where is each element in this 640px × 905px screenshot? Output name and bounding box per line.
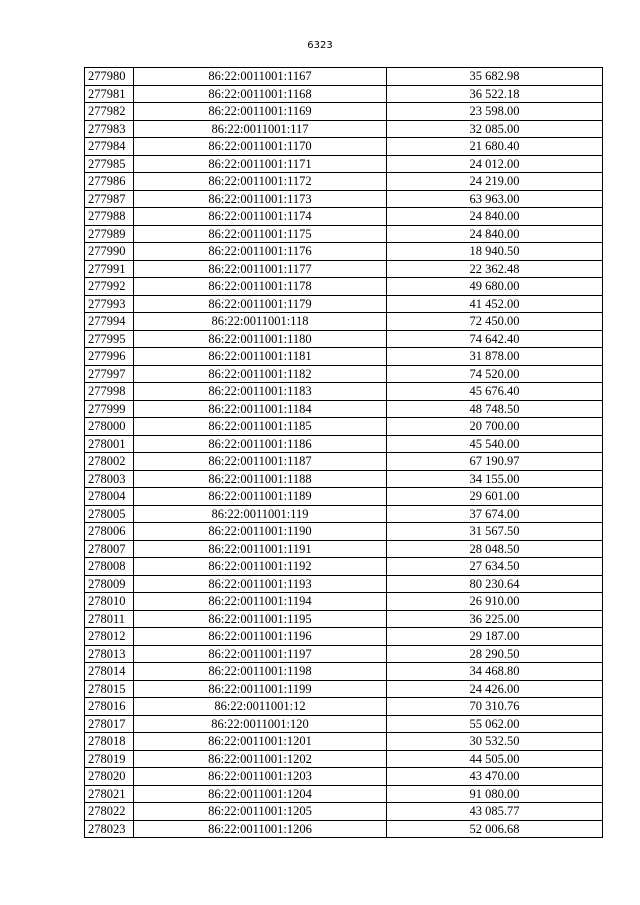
row-number: 278000 — [85, 418, 134, 436]
cadastral-value: 34 468.80 — [387, 663, 603, 681]
row-number: 277999 — [85, 400, 134, 418]
cadastral-number: 86:22:0011001:118 — [134, 313, 387, 331]
cadastral-value: 29 601.00 — [387, 488, 603, 506]
cadastral-value: 31 567.50 — [387, 523, 603, 541]
row-number: 278009 — [85, 575, 134, 593]
cadastral-value: 37 674.00 — [387, 505, 603, 523]
row-number: 277992 — [85, 278, 134, 296]
cadastral-value: 55 062.00 — [387, 715, 603, 733]
table-row — [85, 453, 603, 471]
cadastral-value: 63 963.00 — [387, 190, 603, 208]
cadastral-value: 70 310.76 — [387, 698, 603, 716]
table-row — [85, 505, 603, 523]
row-number: 278020 — [85, 768, 134, 786]
cadastral-number: 86:22:0011001:1189 — [134, 488, 387, 506]
cadastral-number: 86:22:0011001:1175 — [134, 225, 387, 243]
cadastral-number: 86:22:0011001:1178 — [134, 278, 387, 296]
row-number: 278018 — [85, 733, 134, 751]
row-number: 277981 — [85, 85, 134, 103]
row-number: 277996 — [85, 348, 134, 366]
table-row — [85, 715, 603, 733]
cadastral-number: 86:22:0011001:1191 — [134, 540, 387, 558]
row-number: 277990 — [85, 243, 134, 261]
row-number: 277986 — [85, 173, 134, 191]
cadastral-value: 44 505.00 — [387, 750, 603, 768]
row-number: 277985 — [85, 155, 134, 173]
table-row — [85, 278, 603, 296]
cadastral-value: 91 080.00 — [387, 785, 603, 803]
cadastral-number: 86:22:0011001:1196 — [134, 628, 387, 646]
table-row — [85, 663, 603, 681]
row-number: 278019 — [85, 750, 134, 768]
table-row — [85, 313, 603, 331]
cadastral-number: 86:22:0011001:117 — [134, 120, 387, 138]
table-row — [85, 260, 603, 278]
row-number: 278013 — [85, 645, 134, 663]
cadastral-number: 86:22:0011001:1177 — [134, 260, 387, 278]
table-row — [85, 470, 603, 488]
table-row — [85, 645, 603, 663]
cadastral-value: 49 680.00 — [387, 278, 603, 296]
cadastral-number: 86:22:0011001:12 — [134, 698, 387, 716]
cadastral-value: 74 520.00 — [387, 365, 603, 383]
row-number: 278004 — [85, 488, 134, 506]
cadastral-value: 24 426.00 — [387, 680, 603, 698]
row-number: 277987 — [85, 190, 134, 208]
cadastral-value: 28 290.50 — [387, 645, 603, 663]
cadastral-value: 41 452.00 — [387, 295, 603, 313]
cadastral-number: 86:22:0011001:1169 — [134, 103, 387, 121]
cadastral-value: 24 840.00 — [387, 208, 603, 226]
cadastral-number: 86:22:0011001:1182 — [134, 365, 387, 383]
row-number: 277989 — [85, 225, 134, 243]
cadastral-value: 20 700.00 — [387, 418, 603, 436]
table-row — [85, 680, 603, 698]
cadastral-value: 45 676.40 — [387, 383, 603, 401]
table-body — [85, 68, 603, 838]
table-row — [85, 383, 603, 401]
cadastral-value: 31 878.00 — [387, 348, 603, 366]
row-number: 277997 — [85, 365, 134, 383]
row-number: 277983 — [85, 120, 134, 138]
cadastral-number: 86:22:0011001:1179 — [134, 295, 387, 313]
page-number: 6323 — [307, 40, 333, 51]
cadastral-value: 34 155.00 — [387, 470, 603, 488]
cadastral-value: 27 634.50 — [387, 558, 603, 576]
cadastral-value: 43 085.77 — [387, 803, 603, 821]
row-number: 278007 — [85, 540, 134, 558]
cadastral-number: 86:22:0011001:1202 — [134, 750, 387, 768]
cadastral-number: 86:22:0011001:1171 — [134, 155, 387, 173]
cadastral-number: 86:22:0011001:1183 — [134, 383, 387, 401]
cadastral-number: 86:22:0011001:1168 — [134, 85, 387, 103]
row-number: 277993 — [85, 295, 134, 313]
row-number: 278002 — [85, 453, 134, 471]
cadastral-number: 86:22:0011001:1193 — [134, 575, 387, 593]
table-row — [85, 540, 603, 558]
cadastral-value: 18 940.50 — [387, 243, 603, 261]
cadastral-number: 86:22:0011001:120 — [134, 715, 387, 733]
table-row — [85, 243, 603, 261]
cadastral-number: 86:22:0011001:1192 — [134, 558, 387, 576]
table-row — [85, 68, 603, 86]
row-number: 278003 — [85, 470, 134, 488]
row-number: 277984 — [85, 138, 134, 156]
table-row — [85, 85, 603, 103]
cadastral-number: 86:22:0011001:1195 — [134, 610, 387, 628]
row-number: 278006 — [85, 523, 134, 541]
cadastral-value: 24 219.00 — [387, 173, 603, 191]
table-row — [85, 523, 603, 541]
row-number: 277998 — [85, 383, 134, 401]
table-row — [85, 610, 603, 628]
cadastral-number: 86:22:0011001:1190 — [134, 523, 387, 541]
table-row — [85, 575, 603, 593]
table-row — [85, 103, 603, 121]
table-row — [85, 803, 603, 821]
cadastral-value: 67 190.97 — [387, 453, 603, 471]
cadastral-number: 86:22:0011001:1186 — [134, 435, 387, 453]
data-table — [84, 67, 603, 838]
table-row — [85, 295, 603, 313]
table-row — [85, 348, 603, 366]
table-row — [85, 400, 603, 418]
cadastral-value: 21 680.40 — [387, 138, 603, 156]
table-row — [85, 820, 603, 838]
table-row — [85, 593, 603, 611]
cadastral-value: 22 362.48 — [387, 260, 603, 278]
cadastral-number: 86:22:0011001:1198 — [134, 663, 387, 681]
cadastral-value: 28 048.50 — [387, 540, 603, 558]
cadastral-number: 86:22:0011001:1173 — [134, 190, 387, 208]
cadastral-value: 74 642.40 — [387, 330, 603, 348]
row-number: 278011 — [85, 610, 134, 628]
cadastral-value: 36 522.18 — [387, 85, 603, 103]
cadastral-value: 48 748.50 — [387, 400, 603, 418]
table-row — [85, 173, 603, 191]
cadastral-number: 86:22:0011001:1184 — [134, 400, 387, 418]
table-row — [85, 698, 603, 716]
row-number: 277982 — [85, 103, 134, 121]
cadastral-value: 35 682.98 — [387, 68, 603, 86]
cadastral-value: 29 187.00 — [387, 628, 603, 646]
row-number: 278022 — [85, 803, 134, 821]
table-row — [85, 155, 603, 173]
row-number: 278014 — [85, 663, 134, 681]
cadastral-number: 86:22:0011001:1204 — [134, 785, 387, 803]
cadastral-number: 86:22:0011001:1205 — [134, 803, 387, 821]
row-number: 278001 — [85, 435, 134, 453]
row-number: 278010 — [85, 593, 134, 611]
row-number: 278017 — [85, 715, 134, 733]
table-row — [85, 190, 603, 208]
cadastral-number: 86:22:0011001:1180 — [134, 330, 387, 348]
table-row — [85, 138, 603, 156]
cadastral-number: 86:22:0011001:1187 — [134, 453, 387, 471]
row-number: 277995 — [85, 330, 134, 348]
table-row — [85, 208, 603, 226]
cadastral-number: 86:22:0011001:1206 — [134, 820, 387, 838]
table-row — [85, 628, 603, 646]
table-row — [85, 330, 603, 348]
cadastral-number: 86:22:0011001:1188 — [134, 470, 387, 488]
cadastral-value: 72 450.00 — [387, 313, 603, 331]
cadastral-number: 86:22:0011001:1174 — [134, 208, 387, 226]
row-number: 278008 — [85, 558, 134, 576]
cadastral-number: 86:22:0011001:1181 — [134, 348, 387, 366]
cadastral-number: 86:22:0011001:119 — [134, 505, 387, 523]
cadastral-number: 86:22:0011001:1170 — [134, 138, 387, 156]
cadastral-value: 45 540.00 — [387, 435, 603, 453]
cadastral-value: 36 225.00 — [387, 610, 603, 628]
row-number: 278005 — [85, 505, 134, 523]
table-row — [85, 733, 603, 751]
table-row — [85, 225, 603, 243]
cadastral-number: 86:22:0011001:1172 — [134, 173, 387, 191]
table-row — [85, 785, 603, 803]
table-row — [85, 418, 603, 436]
table-row — [85, 558, 603, 576]
table-row — [85, 488, 603, 506]
row-number: 277991 — [85, 260, 134, 278]
table-row — [85, 365, 603, 383]
cadastral-number: 86:22:0011001:1185 — [134, 418, 387, 436]
table-row — [85, 768, 603, 786]
cadastral-value: 43 470.00 — [387, 768, 603, 786]
row-number: 277994 — [85, 313, 134, 331]
cadastral-number: 86:22:0011001:1199 — [134, 680, 387, 698]
cadastral-value: 80 230.64 — [387, 575, 603, 593]
row-number: 278023 — [85, 820, 134, 838]
cadastral-value: 32 085.00 — [387, 120, 603, 138]
cadastral-number: 86:22:0011001:1176 — [134, 243, 387, 261]
row-number: 278016 — [85, 698, 134, 716]
cadastral-number: 86:22:0011001:1197 — [134, 645, 387, 663]
row-number: 278021 — [85, 785, 134, 803]
cadastral-value: 24 840.00 — [387, 225, 603, 243]
cadastral-value: 23 598.00 — [387, 103, 603, 121]
table-row — [85, 435, 603, 453]
cadastral-value: 30 532.50 — [387, 733, 603, 751]
cadastral-value: 52 006.68 — [387, 820, 603, 838]
cadastral-number: 86:22:0011001:1201 — [134, 733, 387, 751]
cadastral-value: 26 910.00 — [387, 593, 603, 611]
row-number: 277980 — [85, 68, 134, 86]
cadastral-number: 86:22:0011001:1194 — [134, 593, 387, 611]
cadastral-number: 86:22:0011001:1167 — [134, 68, 387, 86]
cadastral-value: 24 012.00 — [387, 155, 603, 173]
cadastral-number: 86:22:0011001:1203 — [134, 768, 387, 786]
table-row — [85, 120, 603, 138]
table-row — [85, 750, 603, 768]
row-number: 278012 — [85, 628, 134, 646]
row-number: 277988 — [85, 208, 134, 226]
row-number: 278015 — [85, 680, 134, 698]
